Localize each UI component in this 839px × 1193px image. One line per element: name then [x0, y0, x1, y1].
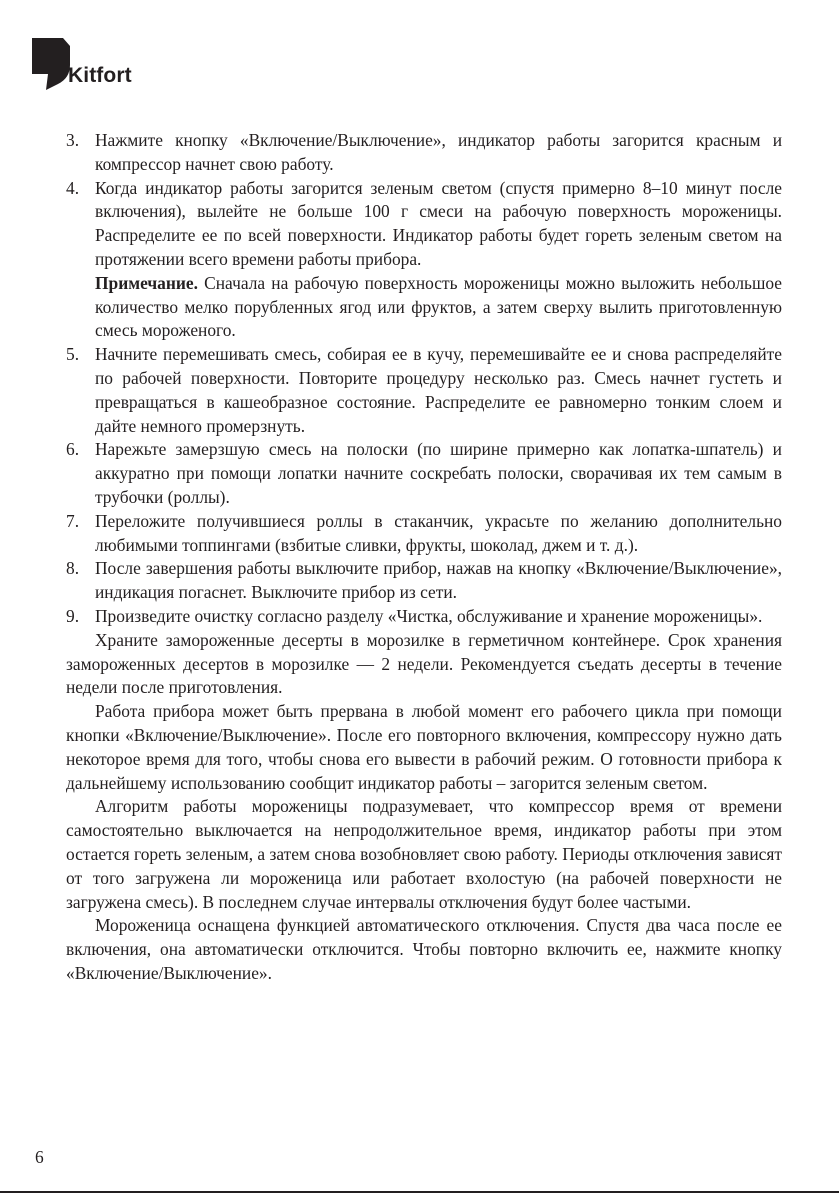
list-item-number: 9. — [66, 605, 80, 626]
list-item — [66, 438, 782, 509]
list-item-number: 7. — [66, 510, 80, 531]
storage-paragraph: Храните замороженные десерты в морозилке в герметичном контейнере. Срок хранения замороженных десертов в морозилке — 2 недели. Рекомендуется съедать десерты в течение недели после приготовления. — [66, 629, 782, 698]
note — [95, 272, 782, 343]
kitfort-logo-icon — [32, 38, 72, 90]
auto-shutoff-paragraph: Мороженица оснащена функцией автоматического отключения. Спустя два часа после ее включения, она автоматически отключится. Чтобы повторно включить ее, нажмите кнопку «Включение/Выключение». — [66, 915, 782, 983]
list-item — [66, 129, 782, 177]
list-item-body — [95, 177, 782, 344]
list-item-text: Произведите очистку согласно разделу «Чистка, обслуживание и хранение мороженицы». — [95, 605, 763, 626]
list-item-text: Начните перемешивать смесь, собирая ее в кучу, перемешивайте ее и снова распределяйте по рабочей поверхности. Повторите процедуру несколько раз. Смесь начнет густеть и превращаться в кашеобразное состояние. Распределите ее равномерно тонким слоем и дайте немного промерзнуть. — [95, 344, 782, 436]
list-item — [66, 557, 782, 605]
list-item-number: 3. — [66, 130, 80, 150]
brand-logo — [32, 38, 172, 90]
list-item — [66, 343, 782, 438]
list-item-number: 6. — [66, 439, 80, 460]
note-text: Сначала на рабочую поверхность мороженицы можно выложить небольшое количество мелко порубленных ягод или фруктов, а затем сверху вылить приготовленную смесь мороженого. — [95, 272, 782, 341]
list-item — [66, 605, 782, 629]
list-item-text: После завершения работы выключите прибор, нажав на кнопку «Включение/Выключение», индикация погаснет. Выключите прибор из сети. — [95, 558, 782, 603]
list-item-text: Переложите получившиеся роллы в стаканчик, украсьте по желанию дополнительно любимыми топпингами (взбитые сливки, фрукты, шоколад, джем и т. д.). — [95, 510, 782, 555]
brand-name: Kitfort — [68, 64, 132, 87]
interruption-paragraph: Работа прибора может быть прервана в любой момент его рабочего цикла при помощи кнопки «Включение/Выключение». После его повторного включения, компрессору нужно дать некоторое время для того, чтобы снова его вывести в рабочий режим. О готовности прибора к дальнейшему использованию сообщит индикатор работы – загорится зеленым светом. — [66, 701, 782, 793]
list-item-number: 8. — [66, 558, 80, 579]
list-item-text: Нажмите кнопку «Включение/Выключение», индикатор работы загорится красным и компрессор начнет свою работу. — [95, 130, 782, 174]
list-item-number: 5. — [66, 344, 80, 365]
page-number: 6 — [35, 1147, 44, 1167]
list-item-number: 4. — [66, 177, 80, 198]
document-body — [66, 129, 782, 986]
list-item-text: Нарежьте замерзшую смесь на полоски (по ширине примерно как лопатка-шпатель) и аккуратно при помощи лопатки начните соскребать полоски, сворачивая их тем самым в трубочки (роллы). — [95, 439, 782, 507]
list-item — [66, 510, 782, 558]
list-item-text: Когда индикатор работы загорится зеленым светом (спустя примерно 8–10 минут после включения), вылейте не больше 100 г смеси на рабочую поверхность мороженицы. Распределите ее по всей поверхности. Индикатор работы будет гореть зеленым светом на протяжении всего времени работы прибора. — [95, 177, 782, 269]
note-label: Примечание. — [95, 272, 198, 293]
list-item — [66, 177, 782, 344]
compressor-algorithm-paragraph: Алгоритм работы мороженицы подразумевает, что компрессор время от времени самостоятельно выключается на непродолжительное время, индикатор работы при этом остается гореть зеленым, а затем снова возобновляет свою работу. Периоды отключения зависят от того загружена ли мороженица или работает вхолостую (на рабочей поверхности не загружена смесь). В последнем случае интервалы отключения будут более частыми. — [66, 796, 782, 912]
